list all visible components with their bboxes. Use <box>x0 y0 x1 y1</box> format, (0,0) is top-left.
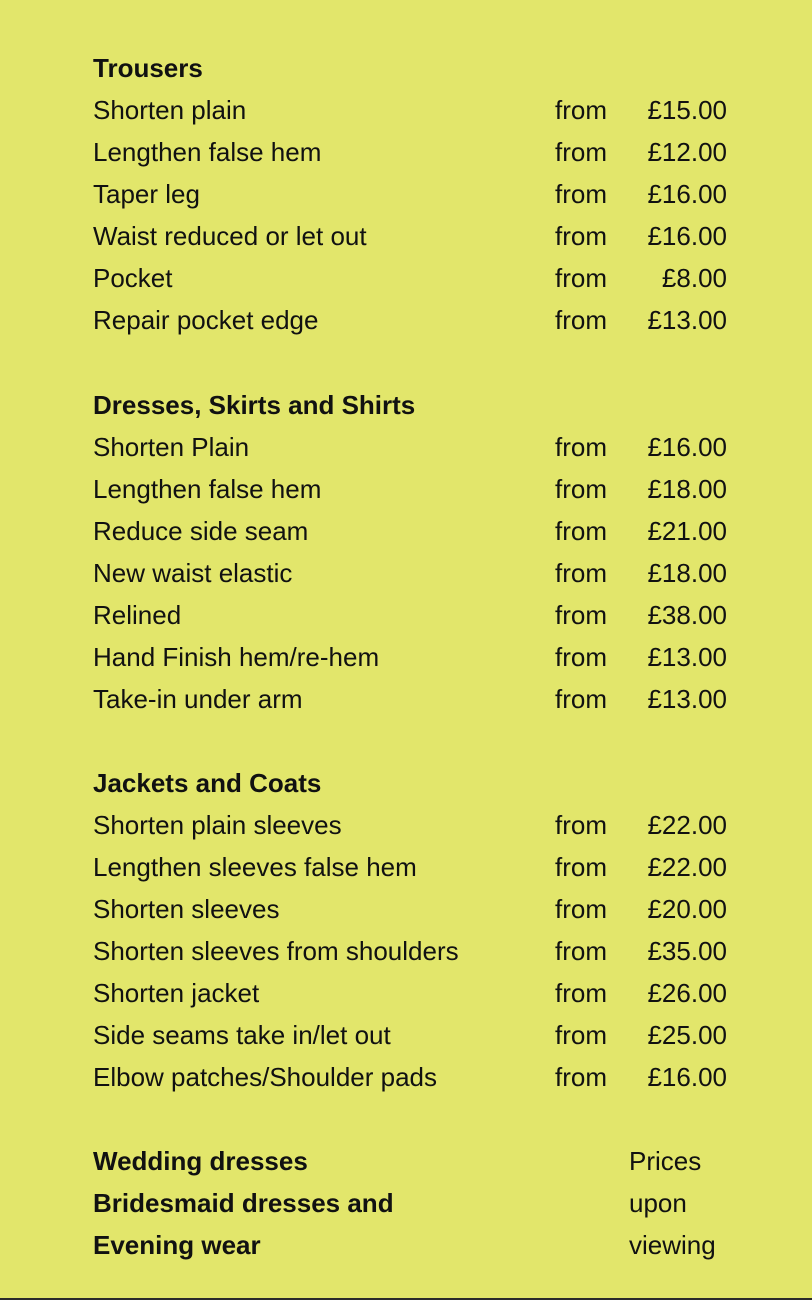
item-label: Shorten plain <box>93 95 247 125</box>
price-row <box>93 972 733 1014</box>
item-price: £35.00 <box>647 936 727 966</box>
price-row <box>93 215 733 257</box>
from-label: from <box>555 1020 607 1050</box>
item-price: £38.00 <box>647 600 727 630</box>
item-label: New waist elastic <box>93 558 293 588</box>
item-label: Lengthen false hem <box>93 474 322 504</box>
item-price: £26.00 <box>647 978 727 1008</box>
item-price: £22.00 <box>647 810 727 840</box>
price-row <box>93 594 733 636</box>
from-label: from <box>555 137 607 167</box>
price-row <box>93 426 733 468</box>
item-label: Relined <box>93 600 182 630</box>
price-row <box>93 552 733 594</box>
section-heading: Jackets and Coats <box>93 768 322 798</box>
item-label: Lengthen sleeves false hem <box>93 852 417 882</box>
item-label: Taper leg <box>93 179 200 209</box>
special-item-label: Bridesmaid dresses and <box>93 1188 394 1218</box>
from-label: from <box>555 978 607 1008</box>
price-row <box>93 299 733 341</box>
item-label: Hand Finish hem/re-hem <box>93 642 380 672</box>
item-price: £22.00 <box>647 852 727 882</box>
section-heading: Dresses, Skirts and Shirts <box>93 390 416 420</box>
item-label: Reduce side seam <box>93 516 309 546</box>
from-label: from <box>555 558 607 588</box>
item-price: £16.00 <box>647 432 727 462</box>
special-row <box>93 1182 733 1224</box>
price-row <box>93 173 733 215</box>
item-label: Shorten plain sleeves <box>93 810 342 840</box>
item-label: Side seams take in/let out <box>93 1020 391 1050</box>
item-label: Shorten Plain <box>93 432 250 462</box>
section-trousers <box>93 47 733 341</box>
item-price: £16.00 <box>647 1062 727 1092</box>
item-label: Waist reduced or let out <box>93 221 367 251</box>
special-note: viewing <box>629 1230 716 1260</box>
from-label: from <box>555 852 607 882</box>
item-price: £8.00 <box>661 263 727 293</box>
from-label: from <box>555 810 607 840</box>
from-label: from <box>555 516 607 546</box>
special-row <box>93 1140 733 1182</box>
special-row <box>93 1224 733 1266</box>
price-row <box>93 678 733 720</box>
from-label: from <box>555 684 607 714</box>
item-price: £13.00 <box>647 642 727 672</box>
from-label: from <box>555 600 607 630</box>
from-label: from <box>555 432 607 462</box>
price-row <box>93 257 733 299</box>
price-row <box>93 636 733 678</box>
item-price: £18.00 <box>647 558 727 588</box>
from-label: from <box>555 936 607 966</box>
from-label: from <box>555 894 607 924</box>
item-price: £16.00 <box>647 179 727 209</box>
from-label: from <box>555 221 607 251</box>
item-label: Shorten sleeves from shoulders <box>93 936 459 966</box>
item-price: £21.00 <box>647 516 727 546</box>
price-row <box>93 89 733 131</box>
from-label: from <box>555 95 607 125</box>
price-row <box>93 804 733 846</box>
item-label: Pocket <box>93 263 173 293</box>
item-price: £25.00 <box>647 1020 727 1050</box>
from-label: from <box>555 179 607 209</box>
from-label: from <box>555 305 607 335</box>
price-row <box>93 1056 733 1098</box>
price-row <box>93 888 733 930</box>
item-label: Lengthen false hem <box>93 137 322 167</box>
from-label: from <box>555 263 607 293</box>
item-label: Take-in under arm <box>93 684 303 714</box>
item-price: £20.00 <box>647 894 727 924</box>
price-row <box>93 468 733 510</box>
price-row <box>93 131 733 173</box>
item-price: £13.00 <box>647 305 727 335</box>
item-price: £12.00 <box>647 137 727 167</box>
price-row <box>93 510 733 552</box>
section-heading: Trousers <box>93 53 203 83</box>
from-label: from <box>555 474 607 504</box>
special-item-label: Evening wear <box>93 1230 261 1260</box>
item-label: Repair pocket edge <box>93 305 319 335</box>
special-note: upon <box>629 1188 687 1218</box>
price-row <box>93 930 733 972</box>
section-jackets-coats <box>93 762 733 1098</box>
item-price: £15.00 <box>647 95 727 125</box>
section-dresses-skirts-shirts <box>93 384 733 720</box>
special-note: Prices <box>629 1146 702 1176</box>
item-price: £13.00 <box>647 684 727 714</box>
price-row <box>93 1014 733 1056</box>
from-label: from <box>555 1062 607 1092</box>
item-price: £16.00 <box>647 221 727 251</box>
section-special-garments <box>93 1140 733 1266</box>
from-label: from <box>555 642 607 672</box>
item-label: Shorten sleeves <box>93 894 280 924</box>
item-price: £18.00 <box>647 474 727 504</box>
item-label: Elbow patches/Shoulder pads <box>93 1062 438 1092</box>
price-row <box>93 846 733 888</box>
item-label: Shorten jacket <box>93 978 260 1008</box>
special-item-label: Wedding dresses <box>93 1146 308 1176</box>
